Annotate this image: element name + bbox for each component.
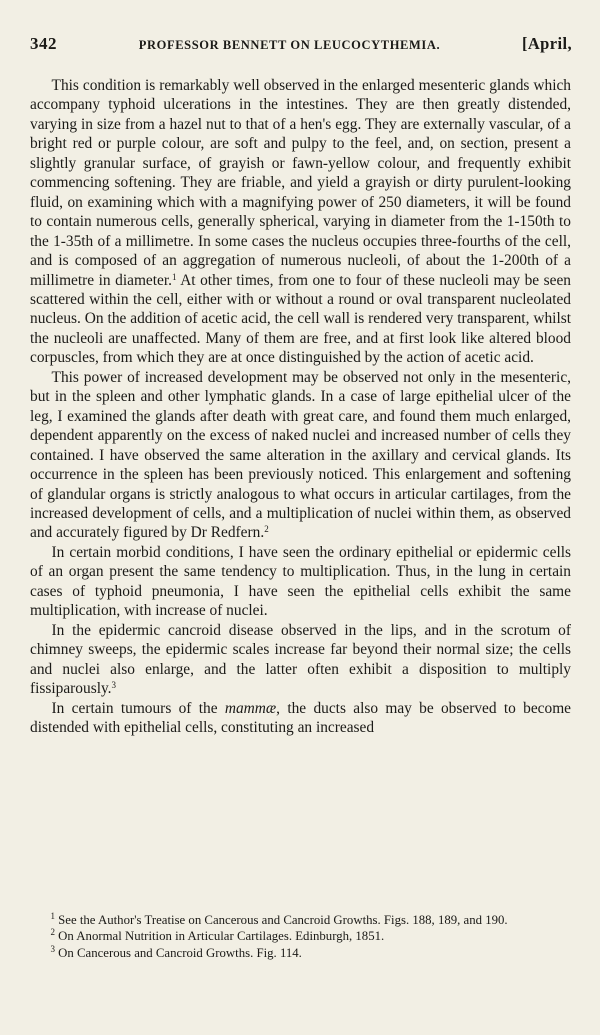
running-header	[30, 34, 572, 62]
page-number: 342	[30, 34, 57, 53]
footnote	[30, 928, 571, 944]
footnote-text: On Anormal Nutrition in Articular Cartilages. Edinburgh, 1851.	[54, 929, 385, 944]
paragraph-text: , the ducts also may be observed to become distended with epithelial cells, constituting an increased	[30, 699, 571, 736]
paragraph	[30, 543, 571, 621]
paragraph-text: In certain morbid conditions, I have seen the ordinary epithelial or epidermic cells of an organ present the same tendency to multiplication. Thus, in the lung in certain cases of typhoid pneumonia, I have seen the epithelial cells exhibit the same multiplication, with increase of nuclei.	[30, 543, 571, 620]
paragraph-text: This condition is remarkably well observed in the enlarged mesenteric glands which accompany typhoid ulcerations in the intestines. They are then greatly distended, varying in size from a hazel nut to that of a hen's egg. They are externally vascular, of a bright red or purple colour, are soft and pulpy to the feel, and, on section, present a slightly granular surface, of grayish or fawn-yellow colour, and frequently exhibit commencing softening. They are friable, and yield a grayish or dirty purulent-looking fluid, on examining which with a magnifying power of 250 diameters, it will be found to contain numerous cells, generally spherical, varying in diameter from the 1-150th to the 1-35th of a millimetre. In some cases the nucleus occupies three-fourths of the cell, and is composed of an aggregation of numerous nucleoli, of about the 1-200th of a millimetre in diameter.	[30, 77, 571, 289]
footnote-mark: 3	[50, 943, 55, 954]
paragraph	[30, 76, 571, 368]
paragraph-text: At other times, from one to four of these nucleoli may be seen scattered within the cell, either with or without a round or oval transparent nucleolated nucleus. On the addition of acetic acid, the cell wall is rendered very transparent, whilst the nucleoli are unaffected. Many of them are free, and at first look like altered blood corpuscles, from which they are at once distinguished by the action of acetic acid.	[30, 271, 571, 367]
footnote-mark: 2	[50, 927, 55, 938]
running-title: PROFESSOR BENNETT ON LEUCOCYTHEMIA.	[138, 38, 441, 52]
body-text	[30, 76, 571, 737]
footnote-text: See the Author's Treatise on Cancerous and Cancroid Growths. Figs. 188, 189, and 190.	[54, 913, 508, 927]
paragraph	[30, 699, 571, 738]
footnotes	[30, 912, 571, 961]
paragraph	[30, 368, 571, 543]
running-month: [April,	[521, 34, 572, 53]
footnote-ref: 1	[172, 271, 177, 282]
paragraph-text: In the epidermic cancroid disease observed in the lips, and in the scrotum of chimney sweeps, the epidermic scales increase far beyond their normal size; the cells and nuclei also enlarge, and the latter often exhibit a disposition to multiply fissiparously.	[30, 621, 571, 698]
paragraph-text: In certain tumours of the	[51, 699, 225, 717]
paragraph	[30, 621, 571, 699]
footnote-text: On Cancerous and Cancroid Growths. Fig. 114.	[54, 945, 302, 960]
footnote	[30, 912, 571, 928]
footnote-ref: 3	[111, 680, 117, 691]
footnote-ref: 2	[264, 524, 269, 535]
footnote-mark: 1	[50, 911, 55, 922]
paragraph-text: This power of increased development may be observed not only in the mesenteric, but in the spleen and other lymphatic glands. In a case of large epithelial ulcer of the leg, I examined the glands after death with great care, and found them much enlarged, dependent apparently on the excess of naked nuclei and increased number of cells they contained. I have observed the same alteration in the axillary and cervical glands. Its occurrence in the spleen has been previously noticed. This enlargement and softening of glandular organs is strictly analogous to what occurs in articular cartilages, from the increased development of cells, and a multiplication of nuclei within them, as observed and accurately figured by Dr Redfern.	[30, 368, 571, 542]
footnote	[30, 945, 571, 961]
italic-text: mammæ	[224, 699, 277, 717]
